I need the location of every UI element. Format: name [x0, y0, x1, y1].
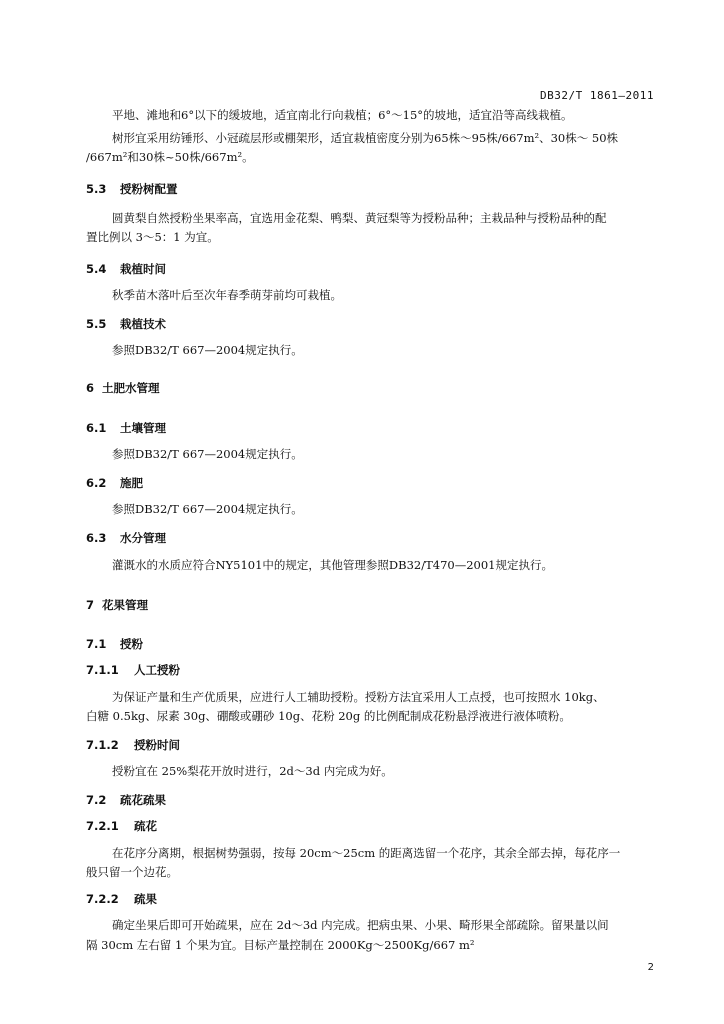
paragraph-flower-thinning-line2: 般只留一个边花。 [86, 865, 178, 879]
section-title: 水分管理 [120, 531, 166, 545]
section-title: 授粉时间 [134, 738, 180, 752]
paragraph-tree-shape-line2: /667m²和30株~50株/667m²。 [86, 150, 254, 164]
paragraph-soil-management: 参照DB32/T 667—2004规定执行。 [112, 447, 303, 461]
section-heading-5-3 [86, 181, 178, 197]
section-title: 花果管理 [102, 598, 148, 612]
page-number: 2 [647, 962, 654, 973]
paragraph-planting-technique: 参照DB32/T 667—2004规定执行。 [112, 343, 303, 357]
section-title: 栽植技术 [120, 317, 166, 331]
section-heading-7-1 [86, 636, 143, 652]
paragraph-pollinizer-line1: 圆黄梨自然授粉坐果率高，宜选用金花梨、鸭梨、黄冠梨等为授粉品种；主栽品种与授粉品种的配 [112, 211, 607, 225]
section-heading-7-1-1 [86, 662, 180, 678]
section-title: 栽植时间 [120, 262, 166, 276]
section-title: 土肥水管理 [102, 381, 160, 395]
section-title: 疏花 [134, 819, 157, 833]
paragraph-fruit-thinning-line2: 隔 30cm 左右留 1 个果为宜。目标产量控制在 2000Kg～2500Kg/667 m² [86, 938, 475, 952]
section-heading-7-2 [86, 792, 166, 808]
section-title: 疏果 [134, 892, 157, 906]
section-heading-6 [86, 380, 160, 396]
paragraph-fertilization: 参照DB32/T 667—2004规定执行。 [112, 502, 303, 516]
section-number: 6.2 [86, 476, 107, 490]
section-heading-5-5 [86, 316, 166, 332]
paragraph-water-management: 灌溉水的水质应符合NY5101中的规定，其他管理参照DB32/T470—2001规定执行。 [112, 558, 553, 572]
section-number: 7.1.2 [86, 738, 119, 752]
section-title: 疏花疏果 [120, 793, 166, 807]
paragraph-pollinizer-line2: 置比例以 3～5：1 为宜。 [86, 230, 219, 244]
section-heading-5-4 [86, 261, 166, 277]
section-number: 7.2 [86, 793, 107, 807]
paragraph-artificial-pollination-line1: 为保证产量和生产优质果，应进行人工辅助授粉。授粉方法宜采用人工点授，也可按照水 10kg、 [112, 690, 605, 704]
section-title: 土壤管理 [120, 421, 166, 435]
section-number: 5.4 [86, 262, 107, 276]
section-number: 7 [86, 598, 95, 612]
section-heading-6-3 [86, 530, 166, 546]
section-number: 6 [86, 381, 95, 395]
section-number: 7.2.2 [86, 892, 119, 906]
section-number: 6.1 [86, 421, 107, 435]
paragraph-pollination-time: 授粉宜在 25%梨花开放时进行，2d～3d 内完成为好。 [112, 764, 393, 778]
paragraph-slope-planting: 平地、滩地和6°以下的缓坡地，适宜南北行向栽植；6°～15°的坡地，适宜沿等高线栽植。 [112, 108, 573, 122]
paragraph-tree-shape-line1: 树形宜采用纺锤形、小冠疏层形或棚架形，适宜栽植密度分别为65株～95株/667m²、30株～ 50株 [112, 131, 619, 145]
document-code: DB32/T 1861—2011 [540, 89, 654, 102]
section-number: 7.2.1 [86, 819, 119, 833]
section-title: 人工授粉 [134, 663, 180, 677]
paragraph-fruit-thinning-line1: 确定坐果后即可开始疏果，应在 2d～3d 内完成。把病虫果、小果、畸形果全部疏除。留果量以间 [112, 918, 609, 932]
section-title: 授粉树配置 [120, 182, 178, 196]
section-number: 7.1.1 [86, 663, 119, 677]
section-title: 授粉 [120, 637, 143, 651]
section-heading-6-1 [86, 420, 166, 436]
section-number: 5.3 [86, 182, 107, 196]
section-heading-7-2-1 [86, 818, 157, 834]
section-number: 6.3 [86, 531, 107, 545]
section-number: 7.1 [86, 637, 107, 651]
paragraph-flower-thinning-line1: 在花序分离期，根据树势强弱，按每 20cm～25cm 的距离选留一个花序，其余全部去掉，每花序一 [112, 846, 621, 860]
section-heading-7-1-2 [86, 737, 180, 753]
section-heading-7-2-2 [86, 891, 157, 907]
section-heading-6-2 [86, 475, 143, 491]
paragraph-artificial-pollination-line2: 白糖 0.5kg、尿素 30g、硼酸或硼砂 10g、花粉 20g 的比例配制成花粉悬浮液进行液体喷粉。 [86, 709, 571, 723]
paragraph-planting-time: 秋季苗木落叶后至次年春季萌芽前均可栽植。 [112, 288, 342, 302]
section-number: 5.5 [86, 317, 107, 331]
section-heading-7 [86, 597, 148, 613]
section-title: 施肥 [120, 476, 143, 490]
